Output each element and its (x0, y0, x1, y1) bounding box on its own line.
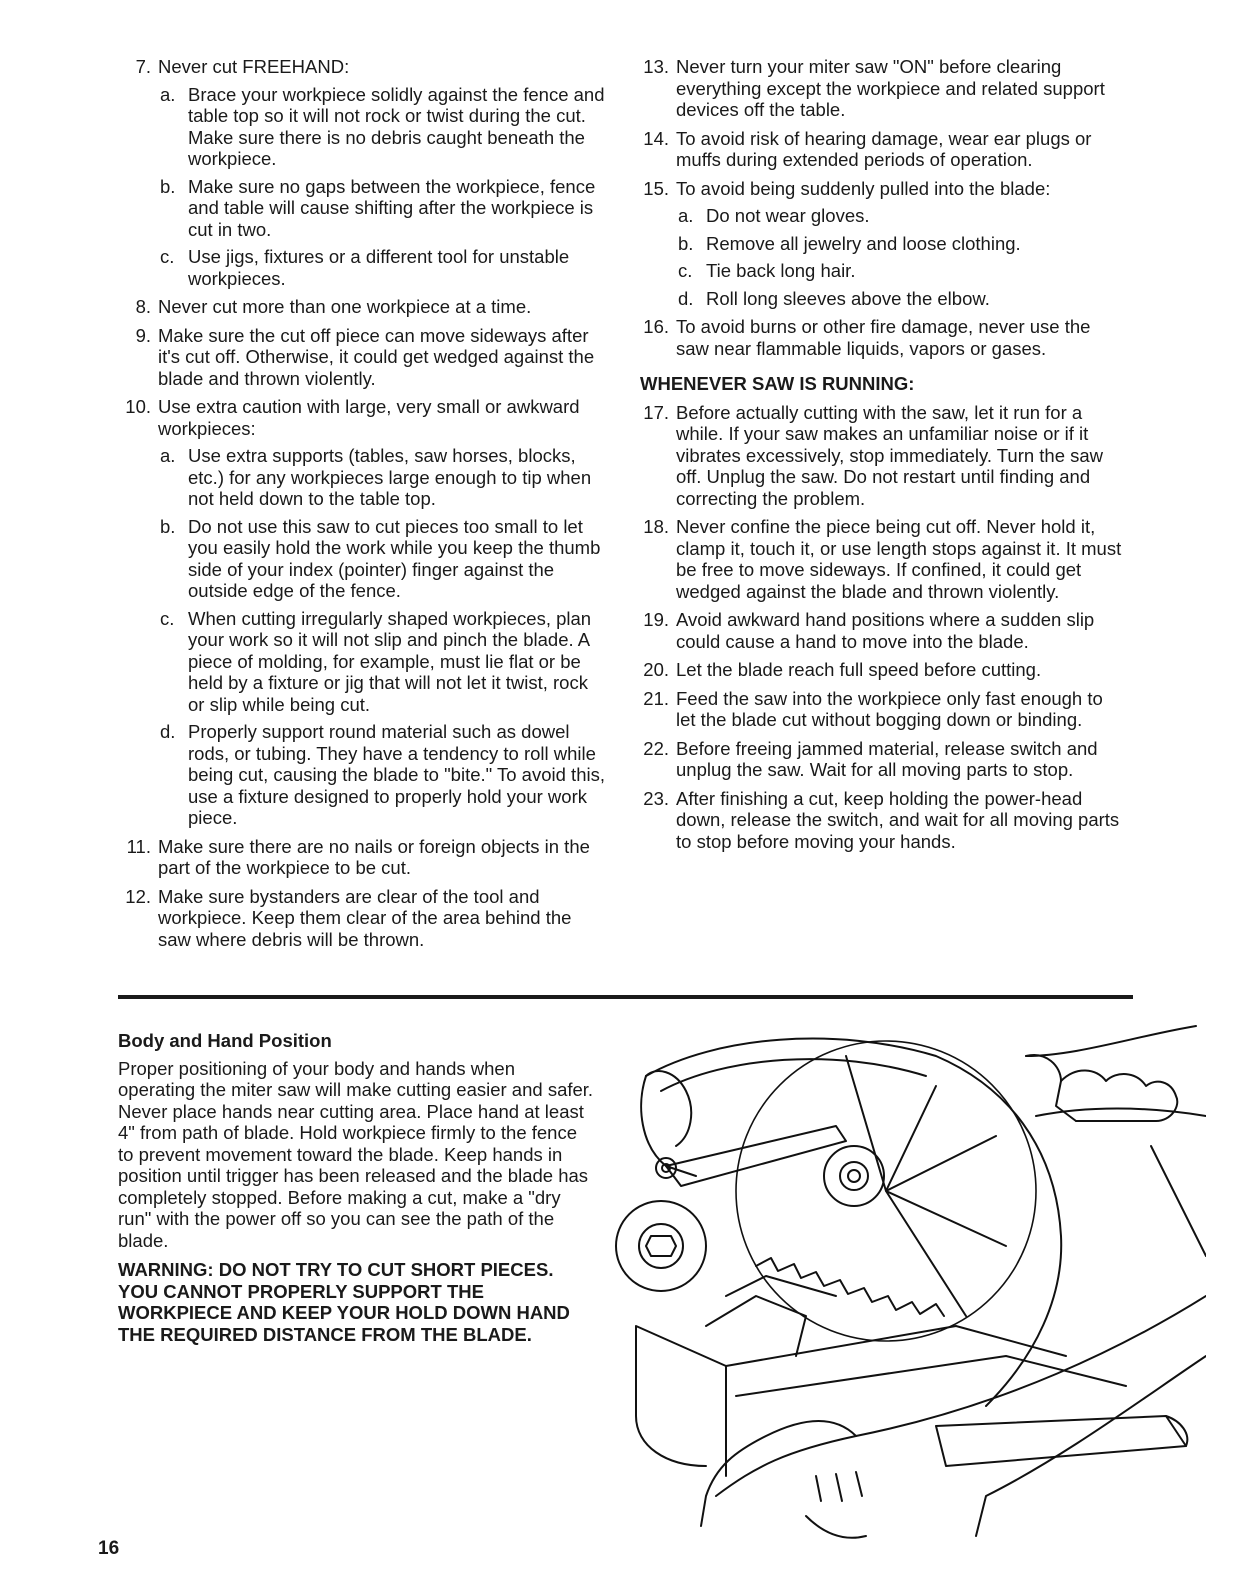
item-body (676, 516, 1126, 602)
list-item (636, 402, 1126, 510)
item-text: Never cut more than one workpiece at a time. (158, 296, 532, 317)
list-item (636, 788, 1126, 853)
section-title: Body and Hand Position (118, 1030, 332, 1051)
left-column (118, 56, 608, 957)
item-body (676, 402, 1126, 510)
sub-item-text: Tie back long hair. (706, 260, 856, 281)
sub-item-text: Do not use this saw to cut pieces too small to let you easily hold the work while you keep the thumb side of your index (pointer) finger against the outside edge of the fence. (188, 515, 601, 601)
item-body (676, 128, 1126, 171)
sub-item-text: Use jigs, fixtures or a different tool for unstable workpieces. (188, 246, 570, 289)
sub-item (158, 246, 608, 289)
item-text: Use extra caution with large, very small or awkward workpieces: (158, 396, 580, 439)
sub-item-text: Brace your workpiece solidly against the fence and table top so it will not rock or twist during the cut. Make sure there is no debris caught beneath the workpiece. (188, 83, 605, 169)
item-body (158, 396, 608, 829)
sub-item (676, 205, 1126, 227)
list-item (118, 396, 608, 829)
item-body (676, 688, 1126, 731)
sub-item-letter: c. (678, 260, 693, 281)
item-text: Feed the saw into the workpiece only fast enough to let the blade cut without bogging down or binding. (676, 687, 1103, 730)
sub-item-letter: c. (160, 607, 175, 629)
list-item (636, 316, 1126, 359)
item-number: 9. (135, 324, 151, 346)
item-text: After finishing a cut, keep holding the power-head down, release the switch, and wait for all moving parts to stop before moving your hands. (676, 787, 1120, 852)
list-item (118, 886, 608, 951)
item-number: 12. (125, 885, 151, 907)
item-number: 16. (643, 316, 669, 337)
list-item (636, 516, 1126, 602)
item-number: 8. (135, 296, 151, 317)
list-item (636, 128, 1126, 171)
sub-item (158, 608, 608, 716)
item-body (158, 296, 608, 318)
sub-item-text: Do not wear gloves. (706, 205, 870, 226)
sub-item-text: Remove all jewelry and loose clothing. (706, 232, 1021, 254)
list-item (636, 688, 1126, 731)
item-text: Make sure bystanders are clear of the tool and workpiece. Keep them clear of the area behind the saw where debris will be thrown. (158, 885, 572, 950)
page-number: 16 (98, 1538, 120, 1559)
sub-item-text: Properly support round material such as dowel rods, or tubing. They have a tendency to roll while being cut, causing the blade to "bite." To avoid this, use a fixture designed to properly hold your work piece. (188, 721, 605, 828)
section-paragraph: Proper positioning of your body and hands when operating the miter saw will make cutting easier and safer. Never place hands near cutting area. Place hand at least 4" from path of blade. Hold workpiece firmly to the fence to prevent movement toward the blade. Keep hands in position until trigger has been released and the blade has completely stopped. Before making a cut, make a "dry run" with the power off so you can see the path of the blade. (118, 1057, 594, 1251)
item-number: 22. (643, 737, 669, 759)
sub-item-letter: d. (160, 721, 176, 742)
sub-item-letter: b. (160, 175, 176, 197)
item-body (676, 56, 1126, 121)
item-text: Before actually cutting with the saw, let it run for a while. If your saw makes an unfamiliar noise or if it vibrates excessively, stop immediately. Turn the saw off. Unplug the saw. Do not restart until finding and correcting the problem. (676, 401, 1104, 509)
item-number: 7. (135, 56, 151, 77)
item-body (158, 56, 608, 289)
running-list (636, 402, 1126, 853)
item-number: 15. (643, 177, 669, 199)
sub-item-text: Use extra supports (tables, saw horses, blocks, etc.) for any workpieces large enough to tip when not held down to the table top. (188, 445, 592, 509)
list-item (118, 325, 608, 390)
item-number: 20. (643, 659, 669, 680)
sub-item (676, 260, 1126, 282)
running-heading: WHENEVER SAW IS RUNNING: (640, 373, 915, 394)
sub-item (676, 233, 1126, 255)
sub-item-letter: c. (160, 246, 175, 267)
item-text: Avoid awkward hand positions where a sudden slip could cause a hand to move into the blade. (676, 609, 1095, 652)
item-number: 11. (126, 835, 151, 857)
sub-item-letter: d. (678, 287, 694, 309)
item-text: Let the blade reach full speed before cutting. (676, 659, 1042, 680)
item-body (676, 659, 1126, 681)
item-text: To avoid risk of hearing damage, wear ear plugs or muffs during extended periods of operation. (676, 127, 1092, 170)
sub-item (158, 84, 608, 170)
item-number: 10. (125, 396, 151, 417)
list-item (118, 296, 608, 318)
sub-item (676, 288, 1126, 310)
sub-item-letter: a. (160, 445, 176, 466)
item-text: Before freeing jammed material, release switch and unplug the saw. Wait for all moving parts to stop. (676, 737, 1098, 780)
item-body (676, 178, 1126, 310)
list-item (636, 609, 1126, 652)
item-body (158, 886, 608, 951)
item-body (158, 325, 608, 390)
item-text: To avoid being suddenly pulled into the blade: (676, 177, 1051, 199)
item-text: To avoid burns or other fire damage, never use the saw near flammable liquids, vapors or gases. (676, 316, 1091, 359)
item-number: 21. (643, 687, 669, 709)
sub-item (158, 176, 608, 241)
sub-item-letter: a. (678, 205, 694, 226)
item-number: 19. (643, 609, 669, 630)
sub-item-text: When cutting irregularly shaped workpieces, plan your work so it will not slip and pinch the blade. A piece of molding, for example, must lie flat or be held by a fixture or jig that will not let it twist, rock or slip while being cut. (188, 607, 592, 715)
list-item (636, 738, 1126, 781)
sub-item (158, 516, 608, 602)
sub-item-letter: b. (160, 515, 176, 537)
item-body (158, 836, 608, 879)
item-text: Never cut FREEHAND: (158, 56, 350, 77)
sub-item-text: Make sure no gaps between the workpiece, fence and table will cause shifting after the workpiece is cut in two. (188, 175, 596, 240)
item-number: 18. (643, 516, 669, 537)
item-text: Make sure the cut off piece can move sideways after it's cut off. Otherwise, it could get wedged against the blade and thrown violently. (158, 324, 595, 389)
item-body (676, 738, 1126, 781)
item-text: Never confine the piece being cut off. Never hold it, clamp it, touch it, or use length stops against it. It must be free to move sideways. If confined, it could get wedged against the blade and thrown violently. (676, 516, 1122, 602)
item-number: 13. (643, 56, 669, 77)
item-text: Make sure there are no nails or foreign objects in the part of the workpiece to be cut. (158, 835, 590, 878)
list-item (636, 659, 1126, 681)
list-item (118, 56, 608, 289)
sub-item (158, 721, 608, 829)
sub-item-letter: a. (160, 83, 176, 105)
body-hand-section (118, 1030, 596, 1353)
sub-item (158, 445, 608, 510)
miter-saw-hand-position-illustration (606, 996, 1206, 1556)
item-number: 23. (643, 787, 669, 809)
sub-item-text: Roll long sleeves above the elbow. (706, 287, 990, 309)
right-column (636, 56, 1126, 859)
warning-text: WARNING: DO NOT TRY TO CUT SHORT PIECES. YOU CANNOT PROPERLY SUPPORT THE WORKPIECE AND KEEP YOUR HOLD DOWN HAND THE REQUIRED DISTANCE FROM THE BLADE. (118, 1259, 570, 1345)
right-list (636, 56, 1126, 359)
list-item (636, 56, 1126, 121)
list-item (118, 836, 608, 879)
item-body (676, 609, 1126, 652)
item-text: Never turn your miter saw "ON" before clearing everything except the workpiece and related support devices off the table. (676, 56, 1105, 120)
list-item (636, 178, 1126, 310)
item-number: 17. (643, 401, 669, 423)
item-number: 14. (643, 127, 669, 149)
item-body (676, 316, 1126, 359)
sub-item-letter: b. (678, 232, 694, 254)
item-body (676, 788, 1126, 853)
